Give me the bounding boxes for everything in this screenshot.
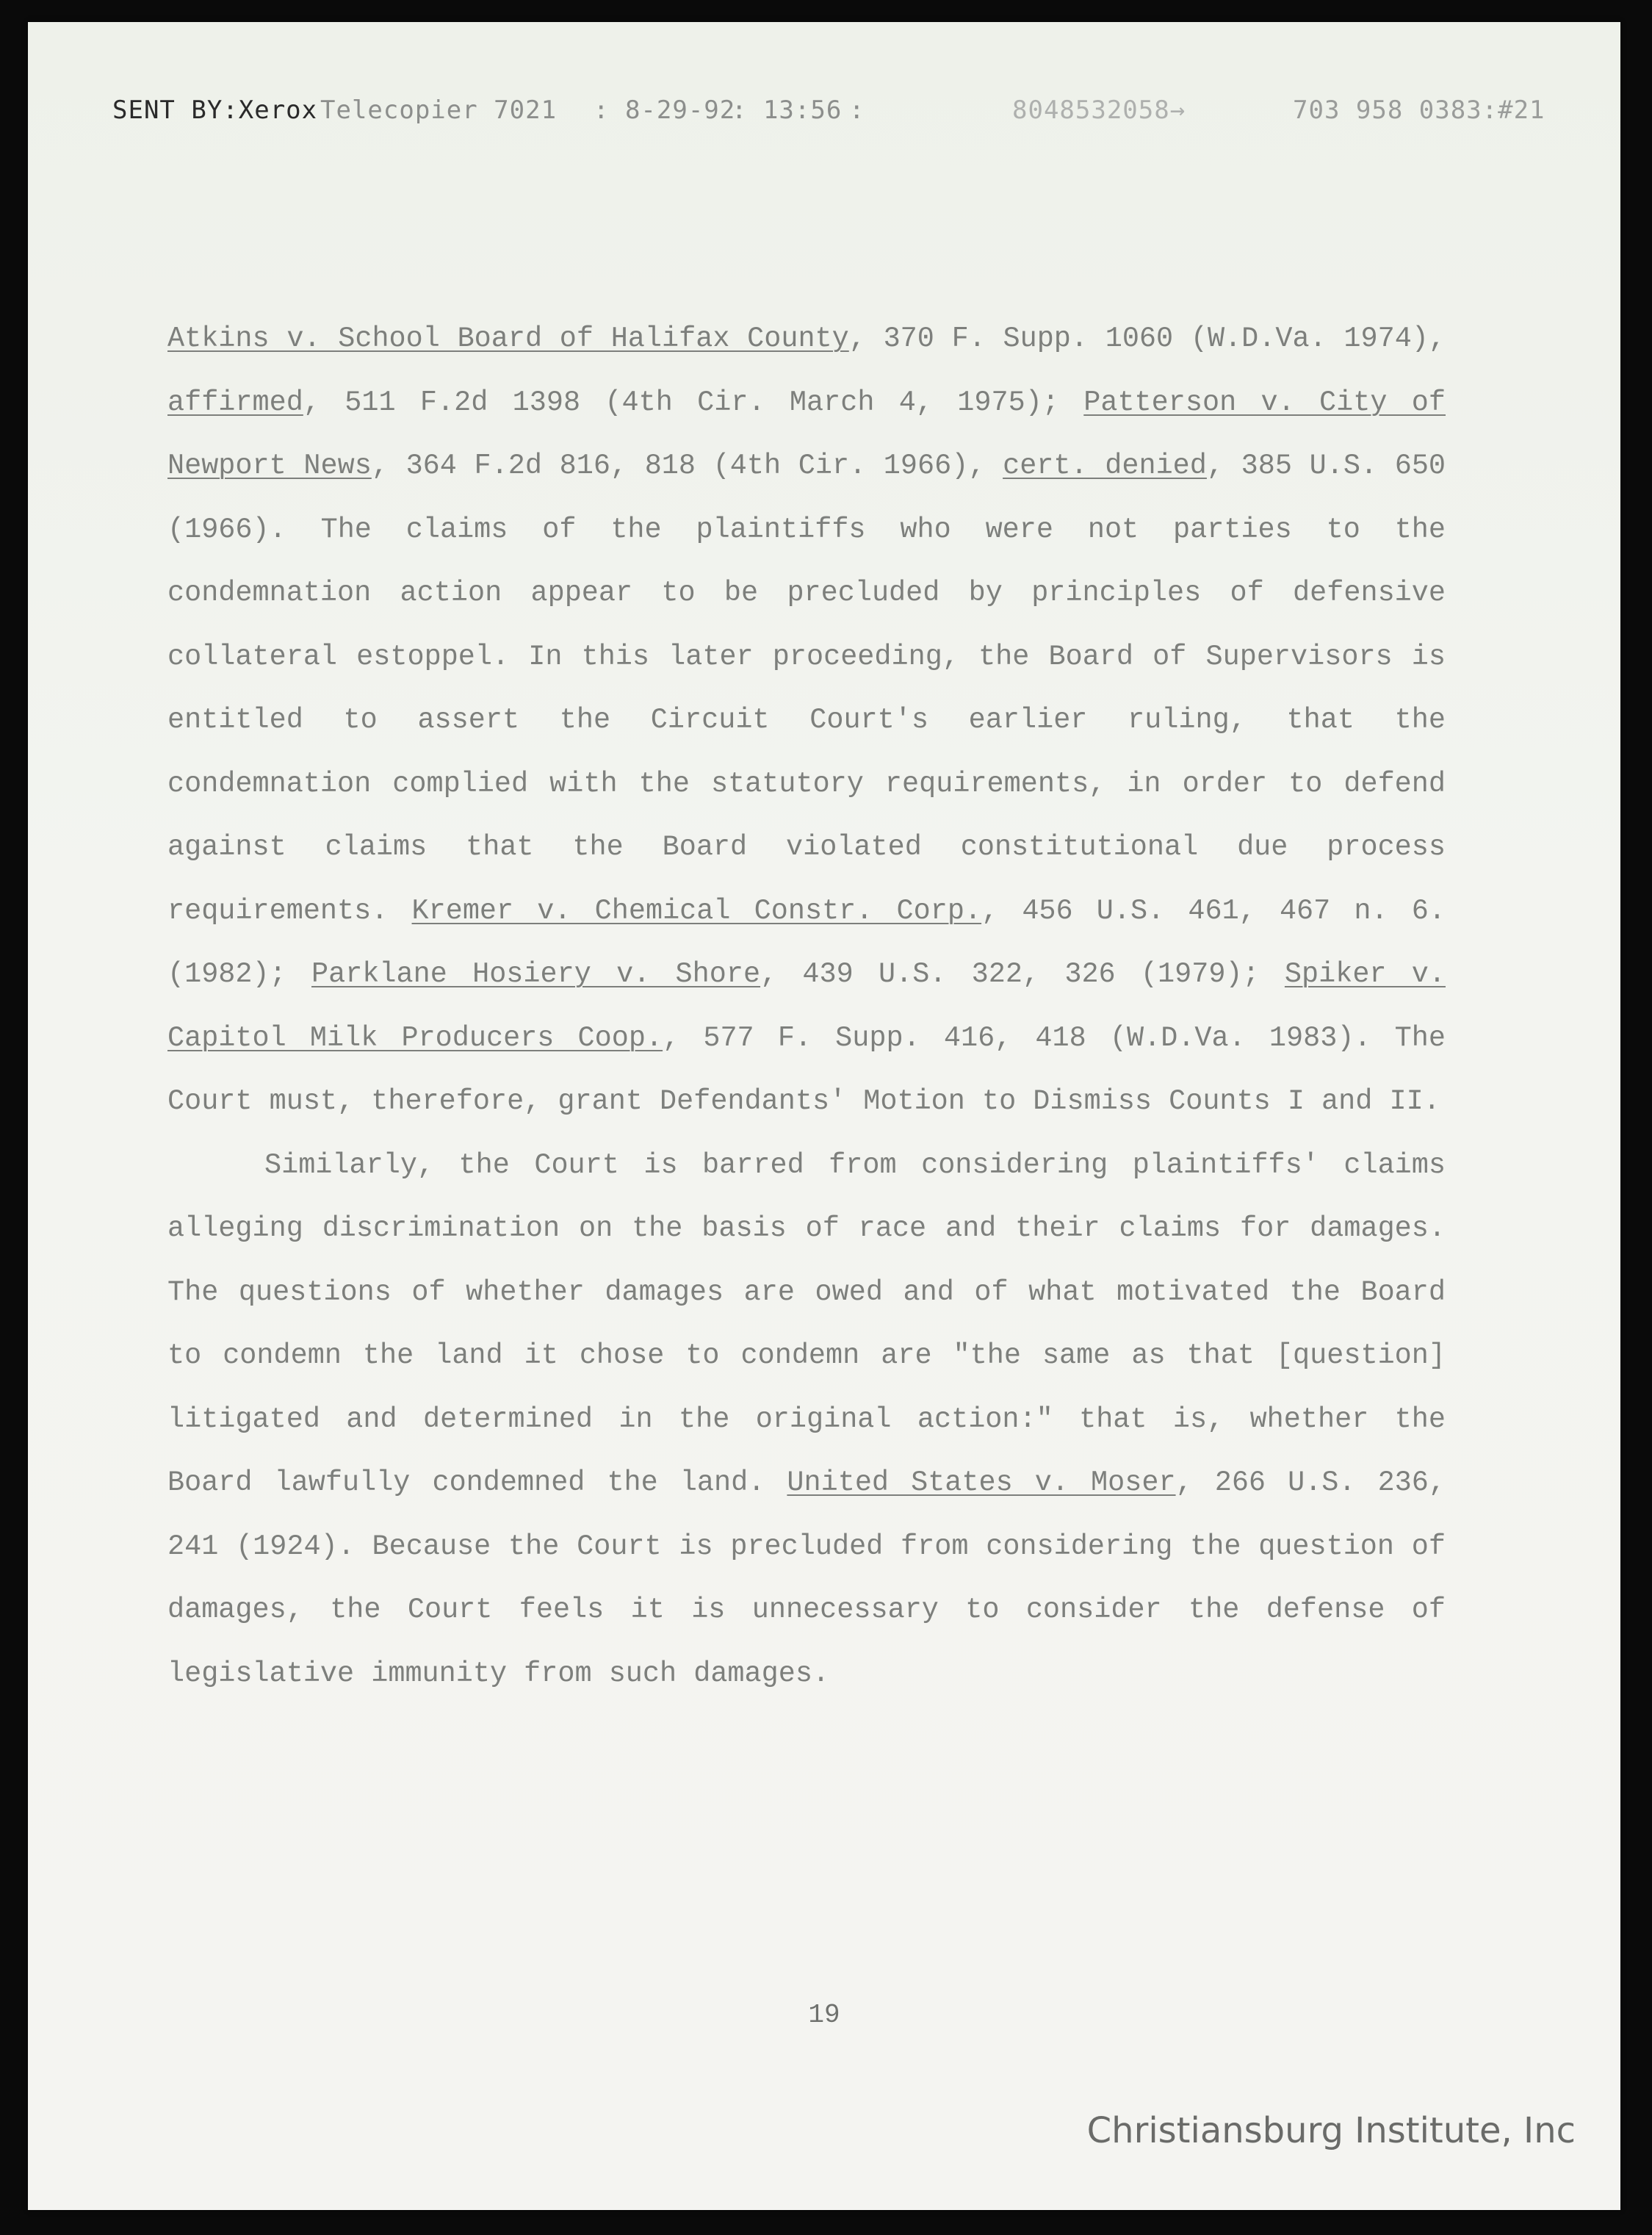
fax-to-number: 703 958 0383:#21 xyxy=(1293,96,1545,125)
body-text-span: , 439 U.S. 322, 326 (1979); xyxy=(760,958,1285,990)
fax-separator: : xyxy=(849,96,865,125)
fax-device: Telecopier 7021 xyxy=(320,96,558,125)
case-citation: Spiker v. Capitol Milk Producers Coop. xyxy=(167,958,1446,1054)
body-text-span: , 456 U.S. 461, 467 n. 6. (1982); xyxy=(167,894,1446,990)
body-text-span: , 370 F. Supp. 1060 (W.D.Va. 1974), xyxy=(848,323,1446,355)
fax-time: : 13:56 xyxy=(732,96,843,125)
case-citation: affirmed xyxy=(167,386,303,419)
body-text-span: , 364 F.2d 816, 818 (4th Cir. 1966), xyxy=(371,450,1003,482)
paragraph-1 xyxy=(167,307,1446,1134)
page-number: 19 xyxy=(808,2000,840,2030)
body-text-span: , 385 U.S. 650 (1966). The claims of the plaintiffs who were not parties to the condemnation action appear to be precluded by principles of defensive collateral estoppel. In this later proceeding, the Board of Supervisors is entitled to assert the Circuit Court's earlier ruling, that the condemnation complied with the statutory requirements, in order to defend against claims that the Board violated constitutional due process requirements. xyxy=(167,450,1446,927)
body-text-span: , 511 F.2d 1398 (4th Cir. March 4, 1975); xyxy=(303,386,1084,419)
case-citation: Parklane Hosiery v. Shore xyxy=(311,958,761,990)
case-citation: Atkins v. School Board of Halifax County xyxy=(167,323,849,355)
fax-from-number: 8048532058→ xyxy=(1012,96,1186,125)
case-citation: cert. denied xyxy=(1003,450,1207,482)
body-text-span: Similarly, the Court is barred from considering plaintiffs' claims alleging discrimination on the basis of race and their claims for damages. The questions of whether damages are owed and of what motivated the Board to condemn the land it chose to condemn are "the same as that [question] litigated and determined in the original action:" that is, whether the Board lawfully condemned the land. xyxy=(167,1148,1446,1499)
case-citation: Patterson v. City of Newport News xyxy=(167,386,1446,482)
paragraph-2 xyxy=(167,1134,1446,1706)
case-citation: United States v. Moser xyxy=(787,1466,1176,1499)
case-citation: Kremer v. Chemical Constr. Corp. xyxy=(411,894,982,927)
body-text-span: , 577 F. Supp. 416, 418 (W.D.Va. 1983). The Court must, therefore, grant Defendants' Motion to Dismiss Counts I and II. xyxy=(167,1021,1446,1118)
body-text-span: , 266 U.S. 236, 241 (1924). Because the Court is precluded from considering the question of damages, the Court feels it is unnecessary to consider the defense of legislative immunity from such damages. xyxy=(167,1466,1446,1690)
fax-date: : 8-29-92 xyxy=(594,96,736,125)
fax-sent-by: SENT BY:Xerox xyxy=(112,96,318,125)
document-page xyxy=(28,22,1620,2210)
archive-watermark: Christiansburg Institute, Inc xyxy=(1086,2110,1576,2151)
opinion-body xyxy=(167,307,1446,1705)
